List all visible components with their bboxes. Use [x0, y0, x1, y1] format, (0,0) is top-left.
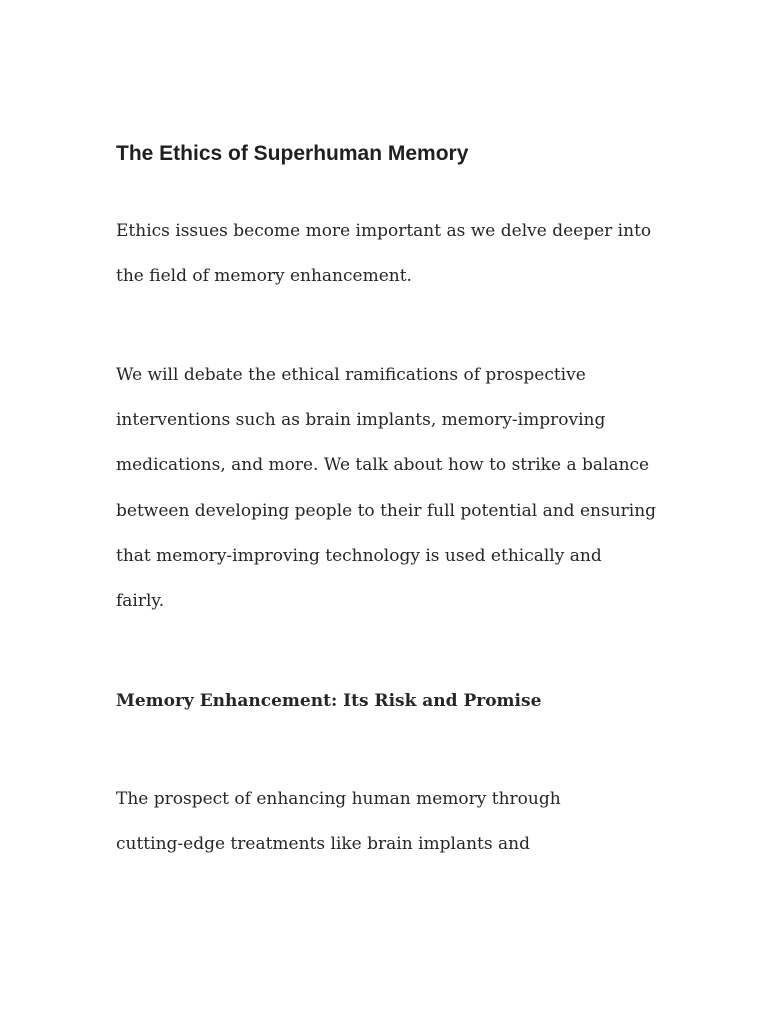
paragraph-line: The prospect of enhancing human memory through — [116, 789, 561, 809]
intro-paragraph — [116, 209, 661, 299]
paragraph-line: We will debate the ethical ramifications of prospective — [116, 365, 586, 385]
debate-paragraph — [116, 353, 661, 624]
paragraph-line: Ethics issues become more important as we delve deeper into — [116, 221, 652, 241]
paragraph-line: between developing people to their full potential and ensuring — [116, 500, 657, 521]
paragraph-line: interventions such as brain implants, memory-improving — [116, 410, 606, 431]
paragraph-line: the field of memory enhancement. — [116, 266, 412, 287]
section-body-paragraph — [116, 777, 661, 867]
paragraph-line: cutting-edge treatments like brain implants and — [116, 834, 530, 855]
paragraph-line: medications, and more. We talk about how to strike a balance — [116, 455, 650, 476]
section-heading: Memory Enhancement: Its Risk and Promise — [116, 691, 542, 711]
paragraph-line: fairly. — [116, 591, 165, 612]
page-title: The Ethics of Superhuman Memory — [116, 142, 469, 165]
paragraph-line: that memory-improving technology is used ethically and — [116, 545, 602, 566]
